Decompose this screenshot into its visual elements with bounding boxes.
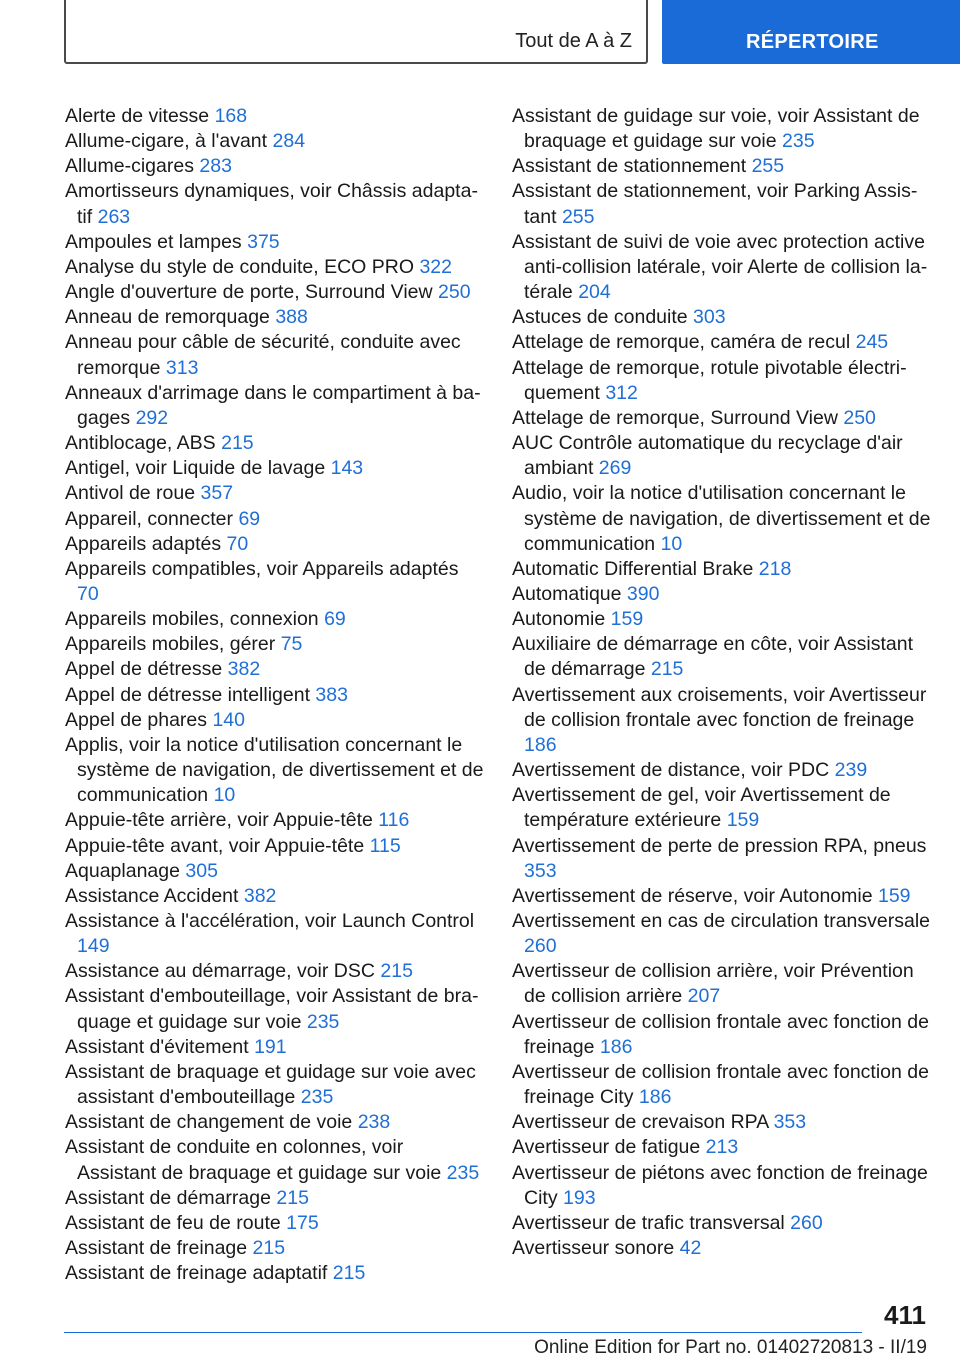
page-number: 411 — [884, 1300, 926, 1330]
index-entry — [65, 481, 485, 506]
index-entry — [65, 683, 485, 708]
index-entry-text: Antivol de roue — [65, 482, 196, 505]
page-link[interactable]: 218 — [758, 557, 792, 580]
index-entry — [512, 607, 937, 632]
page-link[interactable]: 10 — [660, 532, 683, 555]
page-link[interactable]: 390 — [626, 582, 660, 605]
index-entry — [65, 1110, 485, 1135]
index-entry-text: Assistance Accident — [65, 884, 239, 907]
page-link[interactable]: 303 — [693, 306, 726, 329]
page-link[interactable]: 215 — [252, 1237, 286, 1260]
index-entry — [65, 808, 485, 833]
page-link[interactable]: 250 — [438, 281, 471, 304]
index-entry-text: Amortisseurs dynamiques, voir Châssis adaptatif — [65, 180, 478, 228]
page-link[interactable]: 357 — [200, 482, 234, 505]
page-link[interactable]: 186 — [599, 1035, 633, 1058]
index-entry-text: Assistant de stationnement — [512, 155, 747, 178]
page-link[interactable]: 70 — [77, 582, 99, 605]
index-entry-text: Analyse du style de conduite, ECO PRO — [65, 255, 415, 278]
page-link[interactable]: 186 — [638, 1086, 672, 1109]
index-entry-text: Attelage de remorque, caméra de recul — [512, 331, 851, 354]
page-link[interactable]: 159 — [877, 884, 911, 907]
index-entry — [65, 1135, 485, 1185]
page-link[interactable]: 312 — [605, 381, 638, 404]
page-link[interactable]: 10 — [213, 784, 236, 807]
index-entry — [65, 280, 485, 305]
index-entry-text: Assistant de freinage — [65, 1237, 248, 1260]
index-entry — [512, 632, 937, 682]
index-entry — [65, 859, 485, 884]
index-entry — [512, 330, 937, 355]
index-entry-text: Avertisseur de piétons avec fonction de freinage City — [512, 1161, 928, 1209]
index-entry — [65, 984, 485, 1034]
index-entry-text: Appel de détresse — [65, 658, 223, 681]
page-link[interactable]: 353 — [773, 1111, 807, 1134]
page-link[interactable]: 69 — [238, 507, 261, 530]
index-entry-text: Avertisseur sonore — [512, 1237, 675, 1260]
page-link[interactable]: 42 — [679, 1237, 702, 1260]
index-button[interactable] — [662, 0, 960, 64]
index-entry-text: Anneau pour câble de sécurité, conduite avec remorque — [65, 331, 461, 379]
index-entry — [65, 708, 485, 733]
index-entry-text: Assistant de stationnement, voir Parking Assistant — [512, 180, 918, 228]
index-entry — [65, 104, 485, 129]
index-entry — [512, 683, 937, 758]
index-entry-text: Ampoules et lampes — [65, 230, 242, 253]
page-link[interactable]: 375 — [247, 230, 280, 253]
index-entry-text: Assistant de guidage sur voie, voir Assistant de braquage et guidage sur voie — [512, 105, 920, 153]
index-entry — [512, 481, 937, 556]
page-link[interactable]: 382 — [243, 884, 277, 907]
footer-divider — [64, 1332, 862, 1333]
index-entry-text: Appel de phares — [65, 708, 208, 731]
index-entry — [512, 1135, 937, 1160]
index-entry — [65, 607, 485, 632]
index-entry — [512, 909, 937, 959]
index-entry — [65, 1186, 485, 1211]
page-link[interactable]: 353 — [524, 859, 557, 882]
page-link[interactable]: 322 — [419, 255, 452, 278]
index-entry-text: Automatique — [512, 582, 622, 605]
index-entry-text: Angle d'ouverture de porte, Surround View — [65, 281, 433, 304]
index-column-left — [65, 104, 485, 1286]
page-link[interactable]: 292 — [135, 406, 169, 429]
page-link[interactable]: 313 — [165, 356, 199, 379]
index-entry-text: Appareils mobiles, connexion — [65, 608, 319, 631]
index-entry — [65, 532, 485, 557]
index-entry-text: Allume-cigare, à l'avant — [65, 130, 268, 153]
index-entry-text: Assistant d'embouteillage, voir Assistant de braquage et guidage sur voie — [65, 985, 479, 1033]
page-link[interactable]: 235 — [782, 130, 815, 153]
index-entry — [65, 431, 485, 456]
index-entry — [65, 632, 485, 657]
page-link[interactable]: 215 — [332, 1262, 366, 1285]
page-link[interactable]: 283 — [199, 155, 232, 178]
page-link[interactable]: 255 — [561, 205, 595, 228]
index-entry — [65, 381, 485, 431]
index-entry — [512, 406, 937, 431]
index-entry — [512, 783, 937, 833]
index-entry-text: Auxiliaire de démarrage en côte, voir Assistant de démarrage — [512, 633, 914, 681]
index-entry — [65, 884, 485, 909]
page-link[interactable]: 260 — [790, 1211, 823, 1234]
page-link[interactable]: 149 — [77, 935, 110, 958]
page-link[interactable]: 239 — [834, 759, 868, 782]
page-link[interactable]: 215 — [221, 432, 254, 455]
index-entry-text: Assistant de braquage et guidage sur voie avec assistant d'embouteillage — [65, 1060, 476, 1109]
page-link[interactable]: 245 — [855, 331, 889, 354]
page-link[interactable]: 235 — [446, 1161, 480, 1184]
index-button-label: RÉPERTOIRE — [746, 31, 879, 53]
page-link[interactable]: 175 — [286, 1211, 319, 1234]
index-entry-text: Assistant de feu de route — [65, 1211, 281, 1234]
page-link[interactable]: 382 — [227, 658, 261, 681]
index-entry-text: Assistant de suivi de voie avec protection active anti-collision latérale, voir Alerte de collision latérale — [512, 230, 928, 304]
index-entry-text: Avertisseur de collision arrière, voir Prévention de collision arrière — [512, 960, 914, 1008]
index-entry — [65, 154, 485, 179]
index-entry-text: Appel de détresse intelligent — [65, 683, 310, 706]
page-link[interactable]: 383 — [315, 683, 348, 706]
index-entry-text: AUC Contrôle automatique du recyclage d'air ambiant — [512, 432, 903, 480]
index-entry — [512, 154, 937, 179]
page-link[interactable]: 260 — [524, 935, 557, 958]
index-entry — [512, 230, 937, 305]
index-entry — [65, 507, 485, 532]
index-entry — [65, 1261, 485, 1286]
page-link[interactable]: 238 — [357, 1111, 391, 1134]
index-entry-text: Assistant de changement de voie — [65, 1111, 353, 1134]
index-entry — [65, 456, 485, 481]
index-column-right — [512, 104, 937, 1261]
index-entry-text: Anneaux d'arrimage dans le compartiment à bagages — [65, 381, 481, 429]
index-entry — [512, 431, 937, 481]
footer-edition: Online Edition for Part no. 01402720813 - II/19 — [534, 1337, 927, 1358]
index-entry-text: Astuces de conduite — [512, 306, 688, 329]
index-entry — [512, 1236, 937, 1261]
page-link[interactable]: 213 — [705, 1136, 739, 1159]
index-entry-text: Applis, voir la notice d'utilisation concernant le système de navigation, de divertissement et de communication — [65, 733, 484, 807]
index-entry — [512, 557, 937, 582]
index-entry-text: Appuie-tête avant, voir Appuie-tête — [65, 834, 365, 857]
index-entry — [65, 179, 485, 229]
index-entry — [65, 1211, 485, 1236]
index-entry-text: Avertissement en cas de circulation transversale — [512, 910, 931, 932]
index-entry-text: Automatic Differential Brake — [512, 557, 754, 580]
page-link[interactable]: 115 — [369, 834, 401, 857]
index-entry-text: Appareils compatibles, voir Appareils adaptés — [65, 557, 459, 580]
index-entry-text: Assistant d'évitement — [65, 1035, 249, 1058]
page-link[interactable]: 168 — [214, 105, 248, 127]
index-entry-text: Avertisseur de crevaison RPA — [512, 1111, 769, 1134]
index-entry-text: Alerte de vitesse — [65, 105, 210, 127]
index-entry — [512, 1010, 937, 1060]
index-entry — [65, 657, 485, 682]
index-entry — [65, 1060, 485, 1110]
index-entry-text: Avertissement de perte de pression RPA, pneus — [512, 834, 927, 857]
page-link[interactable]: 388 — [275, 306, 308, 329]
section-tab-label: Tout de A à Z — [515, 30, 632, 52]
index-entry-text: Audio, voir la notice d'utilisation concernant le système de navigation, de divertissement et de communication — [512, 482, 931, 555]
page-link[interactable]: 116 — [378, 809, 410, 832]
page-link[interactable]: 186 — [524, 733, 557, 756]
page-link[interactable]: 159 — [610, 608, 644, 631]
index-entry-text: Appareils mobiles, gérer — [65, 633, 276, 656]
page-link[interactable]: 207 — [687, 985, 721, 1008]
index-entry — [65, 255, 485, 280]
index-entry — [65, 330, 485, 380]
page-link[interactable]: 250 — [843, 406, 876, 429]
index-entry-text: Avertissement de distance, voir PDC — [512, 759, 830, 782]
index-entry-text: Avertisseur de trafic transversal — [512, 1211, 785, 1234]
index-entry — [65, 834, 485, 859]
index-entry — [512, 1161, 937, 1211]
index-entry-text: Avertissement aux croisements, voir Avertisseur de collision frontale avec fonction de freinage — [512, 683, 927, 731]
page-link[interactable]: 70 — [226, 532, 249, 555]
index-entry — [512, 179, 937, 229]
page-link[interactable]: 191 — [254, 1035, 287, 1058]
index-entry — [512, 758, 937, 783]
index-entry-text: Aquaplanage — [65, 859, 180, 882]
page-link[interactable]: 140 — [212, 708, 245, 731]
index-entry — [65, 1035, 485, 1060]
index-entry — [512, 884, 937, 909]
index-entry — [65, 909, 485, 959]
index-entry-text: Appuie-tête arrière, voir Appuie-tête — [65, 809, 373, 832]
index-entry-text: Assistance à l'accélération, voir Launch Control — [65, 910, 475, 932]
index-entry — [65, 305, 485, 330]
index-entry — [512, 1060, 937, 1110]
page-link[interactable]: 69 — [324, 608, 346, 631]
index-entry-text: Attelage de remorque, Surround View — [512, 406, 838, 429]
page-link[interactable]: 143 — [330, 457, 364, 480]
index-entry-text: Assistant de freinage adaptatif — [65, 1262, 328, 1285]
index-entry-text: Assistant de démarrage — [65, 1186, 271, 1209]
index-entry-text: Allume-cigares — [65, 155, 194, 178]
index-entry-text: Avertissement de réserve, voir Autonomie — [512, 884, 873, 907]
index-entry-text: Appareil, connecter — [65, 507, 234, 530]
index-entry-text: Assistance au démarrage, voir DSC — [65, 960, 375, 983]
index-entry-text: Autonomie — [512, 608, 606, 631]
index-entry-text: Antiblocage, ABS — [65, 432, 216, 455]
index-entry-text: Avertisseur de collision frontale avec fonction de freinage — [512, 1010, 929, 1058]
page-link[interactable]: 215 — [276, 1186, 309, 1209]
index-entry — [65, 129, 485, 154]
index-entry — [65, 230, 485, 255]
index-entry — [65, 959, 485, 984]
index-entry-text: Appareils adaptés — [65, 532, 222, 555]
index-entry-text: Avertissement de gel, voir Avertissement de température extérieure — [512, 784, 891, 832]
page-link[interactable]: 235 — [300, 1086, 334, 1109]
page-link[interactable]: 284 — [272, 130, 306, 153]
page-link[interactable]: 305 — [185, 859, 218, 882]
index-entry-text: Avertisseur de fatigue — [512, 1136, 701, 1159]
page-link[interactable]: 193 — [563, 1186, 596, 1209]
index-entry — [512, 1211, 937, 1236]
index-entry — [65, 733, 485, 808]
index-entry — [65, 557, 485, 607]
page-link[interactable]: 255 — [751, 155, 785, 178]
index-entry-text: Anneau de remorquage — [65, 306, 270, 329]
index-entry — [512, 959, 937, 1009]
page-link[interactable]: 204 — [578, 281, 611, 304]
page-link[interactable]: 269 — [598, 457, 632, 480]
index-entry-text: Assistant de conduite en colonnes, voir Assistant de braquage et guidage sur voie — [65, 1136, 442, 1184]
index-entry-text: Attelage de remorque, rotule pivotable électriquement — [512, 356, 907, 404]
index-entry — [512, 104, 937, 154]
index-entry — [512, 305, 937, 330]
index-entry — [512, 582, 937, 607]
index-entry — [512, 1110, 937, 1135]
page-link[interactable]: 215 — [380, 960, 413, 983]
index-entry-text: Avertisseur de collision frontale avec fonction de freinage City — [512, 1060, 929, 1109]
page-link[interactable]: 215 — [650, 658, 684, 681]
search-icon — [894, 28, 920, 54]
section-tab[interactable] — [64, 0, 648, 64]
page-link[interactable]: 263 — [97, 205, 131, 228]
index-entry — [65, 1236, 485, 1261]
index-entry — [512, 356, 937, 406]
page-link[interactable]: 159 — [726, 809, 760, 832]
index-entry — [512, 834, 937, 884]
page-link[interactable]: 75 — [280, 633, 303, 656]
index-entry-text: Antigel, voir Liquide de lavage — [65, 457, 326, 480]
page-link[interactable]: 235 — [306, 1010, 340, 1033]
